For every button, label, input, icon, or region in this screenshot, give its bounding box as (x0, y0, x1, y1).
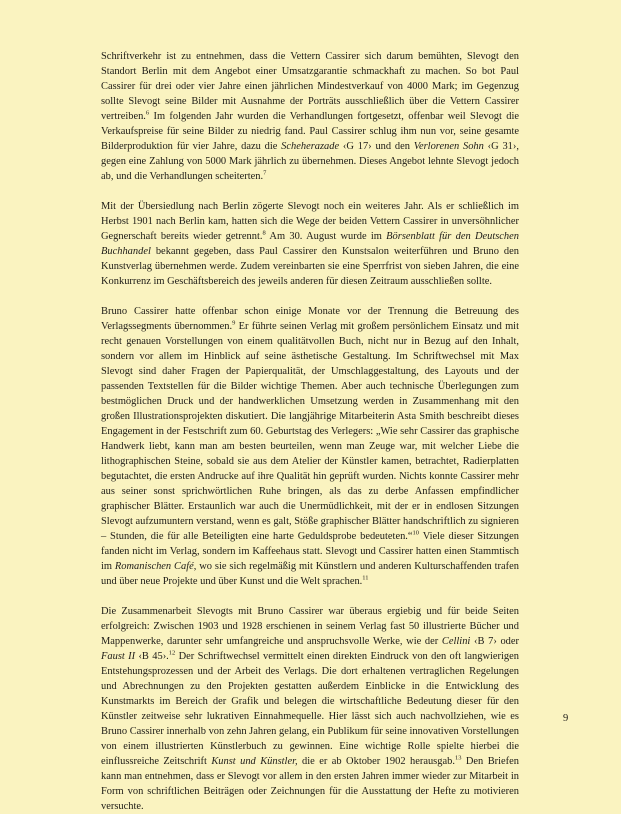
italic-title: Verlorenen Sohn (413, 141, 484, 152)
footnote-marker: 13 (454, 754, 462, 762)
text-run: , wo sie sich regelmäßig mit Künstlern und anderen Kulturschaffenden trafen und über neue Projekte und über Kunst und die Welt sprachen. (101, 561, 519, 587)
italic-title: Faust II (101, 651, 136, 662)
text-run: Am 30. August wurde im (265, 231, 387, 242)
text-run: bekannt gegeben, dass Paul Cassirer den Kunstsalon weiterführen und Bruno den Kunstverlag übernehmen werde. Zudem vereinbarten sie eine Sperrfrist von sieben Jahren, die eine Konkurrenz im Geschäftsbereich des jeweils anderen für diesen Zeitraum ausschließen sollte. (101, 246, 519, 287)
footnote-marker: 7 (263, 169, 267, 177)
paragraph-4 (101, 604, 519, 814)
text-run: ‹G 17› und den (339, 141, 414, 152)
text-run: Die Zusammenarbeit Slevogts mit Bruno Cassirer war überaus ergiebig und für beide Seiten erfolgreich: Zwischen 1903 und 1928 erschienen in seinem Verlag fast 50 illustrierte Bücher und Mappenwerke, darunter sehr umfangreiche und anspruchsvolle Werke, wie der (101, 606, 519, 647)
italic-title: Cellini (441, 636, 471, 647)
footnote-marker: 6 (145, 109, 150, 117)
italic-title: Romanischen Café (114, 561, 194, 572)
text-run: Schriftverkehr ist zu entnehmen, dass die Vettern Cassirer sich darum bemühten, Slevogt den Standort Berlin mit dem Angebot einer Umsatzgarantie schmackhaft zu machen. So bot Paul Cassirer für drei oder vier Jahre einen jährlichen Mindestverkauf von 4000 Mark; im Gegenzug sollte Slevogt seine Bilder mit Ausnahme der Porträts ausschließlich über die Vettern Cassirer vertreiben. (101, 51, 519, 122)
text-run: Er führte seinen Verlag mit großem persönlichem Einsatz und mit recht genauen Vorstellungen von einem qualitätvollen Buch, nicht nur in Bezug auf den Inhalt, sondern vor allem im Hinblick auf seine ästhetische Gestaltung. Im Schriftwechsel mit Max Slevogt sind daher Fragen der Papierqualität, der Umschlaggestaltung, des Layouts und der passenden Textstellen für die Bilder wichtige Themen. Aber auch technische Überlegungen zum bestmöglichen Druck und der handwerklichen Umsetzung werden in Zusammenhang mit den großen Illustrationsprojekten diskutiert. Die langjährige Mitarbeiterin Asta Smith beschreibt dieses Engagement in der Festschrift zum 60. Geburtstag des Verlegers: „Wie sehr Cassirer das graphische Handwerk liebt, kann man am besten beurteilen, wenn man Zeuge war, mit welcher Liebe die lithographischen Steine, sobald sie aus dem Atelier der Künstler kamen, betrachtet, Radierplatten begutachtet, die ersten Andrucke auf ihre Qualität hin geprüft wurden. Nichts konnte Cassirer mehr aus seiner sonst sprichwörtlichen Ruhe bringen, als das zu derbe Anfassen empfindlicher graphischer Blätter. Erstaunlich war auch die Unermüdlichkeit, mit der er in endlosen Sitzungen Slevogt aufzumuntern verstand, wenn es galt, Stöße graphischer Blätter handschriftlich zu signieren – Stunden, die für alle Beteiligten eine harte Geduldsprobe bedeuteten.“ (101, 321, 519, 542)
page-number: 9 (563, 713, 569, 724)
text-run: Bruno Cassirer hatte offenbar schon einige Monate vor der Trennung die Betreuung des Verlagssegments übernommen. (101, 306, 519, 332)
text-run: Der Schriftwechsel vermittelt einen direkten Eindruck von den oft langwierigen Entstehungsprozessen und der Arbeit des Verlags. Die dort erhaltenen vertraglichen Regelungen und Abrechnungen zu den Projekten gestatten außerdem Einblicke in die Entwicklung des Kunstmarkts im Bereich der Grafik und belegen die wirtschaftliche Bedeutung dieser für den Künstler zeitweise sehr lukrativen Einnahmequelle. Hier lässt sich auch nachvollziehen, wie es Bruno Cassirer innerhalb von zehn Jahren gelang, ein Publikum für seine innovativen Vorstellungen von einem illustrierten Künstlerbuch zu gewinnen. Eine wichtige Rolle spielte hierbei die einflussreiche Zeitschrift (101, 651, 519, 767)
text-run: ‹B 7› oder (470, 636, 520, 647)
footnote-marker: 8 (262, 229, 266, 237)
page-body (101, 49, 519, 814)
text-run: Mit der Übersiedlung nach Berlin zögerte Slevogt noch ein weiteres Jahr. Als er schließlich im Herbst 1901 nach Berlin kam, hatten sich die Wege der beiden Vettern Cassirer in unversöhnlicher Gegnerschaft bereits wieder getrennt. (101, 201, 519, 242)
text-run: die er ab Oktober 1902 herausgab. (297, 756, 455, 767)
text-run: Viele dieser Sitzungen fanden nicht im Verlag, sondern im Kaffeehaus statt. Slevogt und Cassirer hatten einen Stammtisch im (101, 531, 519, 572)
italic-title: Kunst und Künstler, (211, 756, 298, 767)
text-run: Den Briefen kann man entnehmen, dass er Slevogt vor allem in den ersten Jahren immer wieder zur Mitarbeit in Form von schriftlichen Beiträgen oder Zeichnungen für die Ausstattung der Hefte zu motivieren versuchte. (101, 756, 519, 812)
footnote-marker: 10 (412, 529, 420, 537)
italic-title: Börsenblatt für den Deutschen Buchhandel (101, 231, 519, 257)
text-run: Im folgenden Jahr wurden die Verhandlungen fortgesetzt, offenbar weil Slevogt die Verkaufspreise für seine Bilder zu niedrig fand. Paul Cassirer schlug ihm nun vor, seine gesamte Bilderproduktion für vier Jahre, dazu die (101, 111, 519, 152)
text-run: ‹G 31›, gegen eine Zahlung von 5000 Mark jährlich zu übernehmen. Dieses Angebot lehnte Slevogt jedoch ab, und die Verhandlungen scheiterten. (101, 141, 519, 182)
italic-title: Scheherazade (281, 141, 340, 152)
footnote-marker: 11 (362, 574, 369, 582)
text-run: ‹B 45›. (135, 651, 169, 662)
paragraph-2 (101, 199, 519, 289)
paragraph-3 (101, 304, 519, 589)
footnote-marker: 9 (232, 319, 236, 327)
paragraph-1 (101, 49, 519, 184)
footnote-marker: 12 (168, 649, 176, 657)
